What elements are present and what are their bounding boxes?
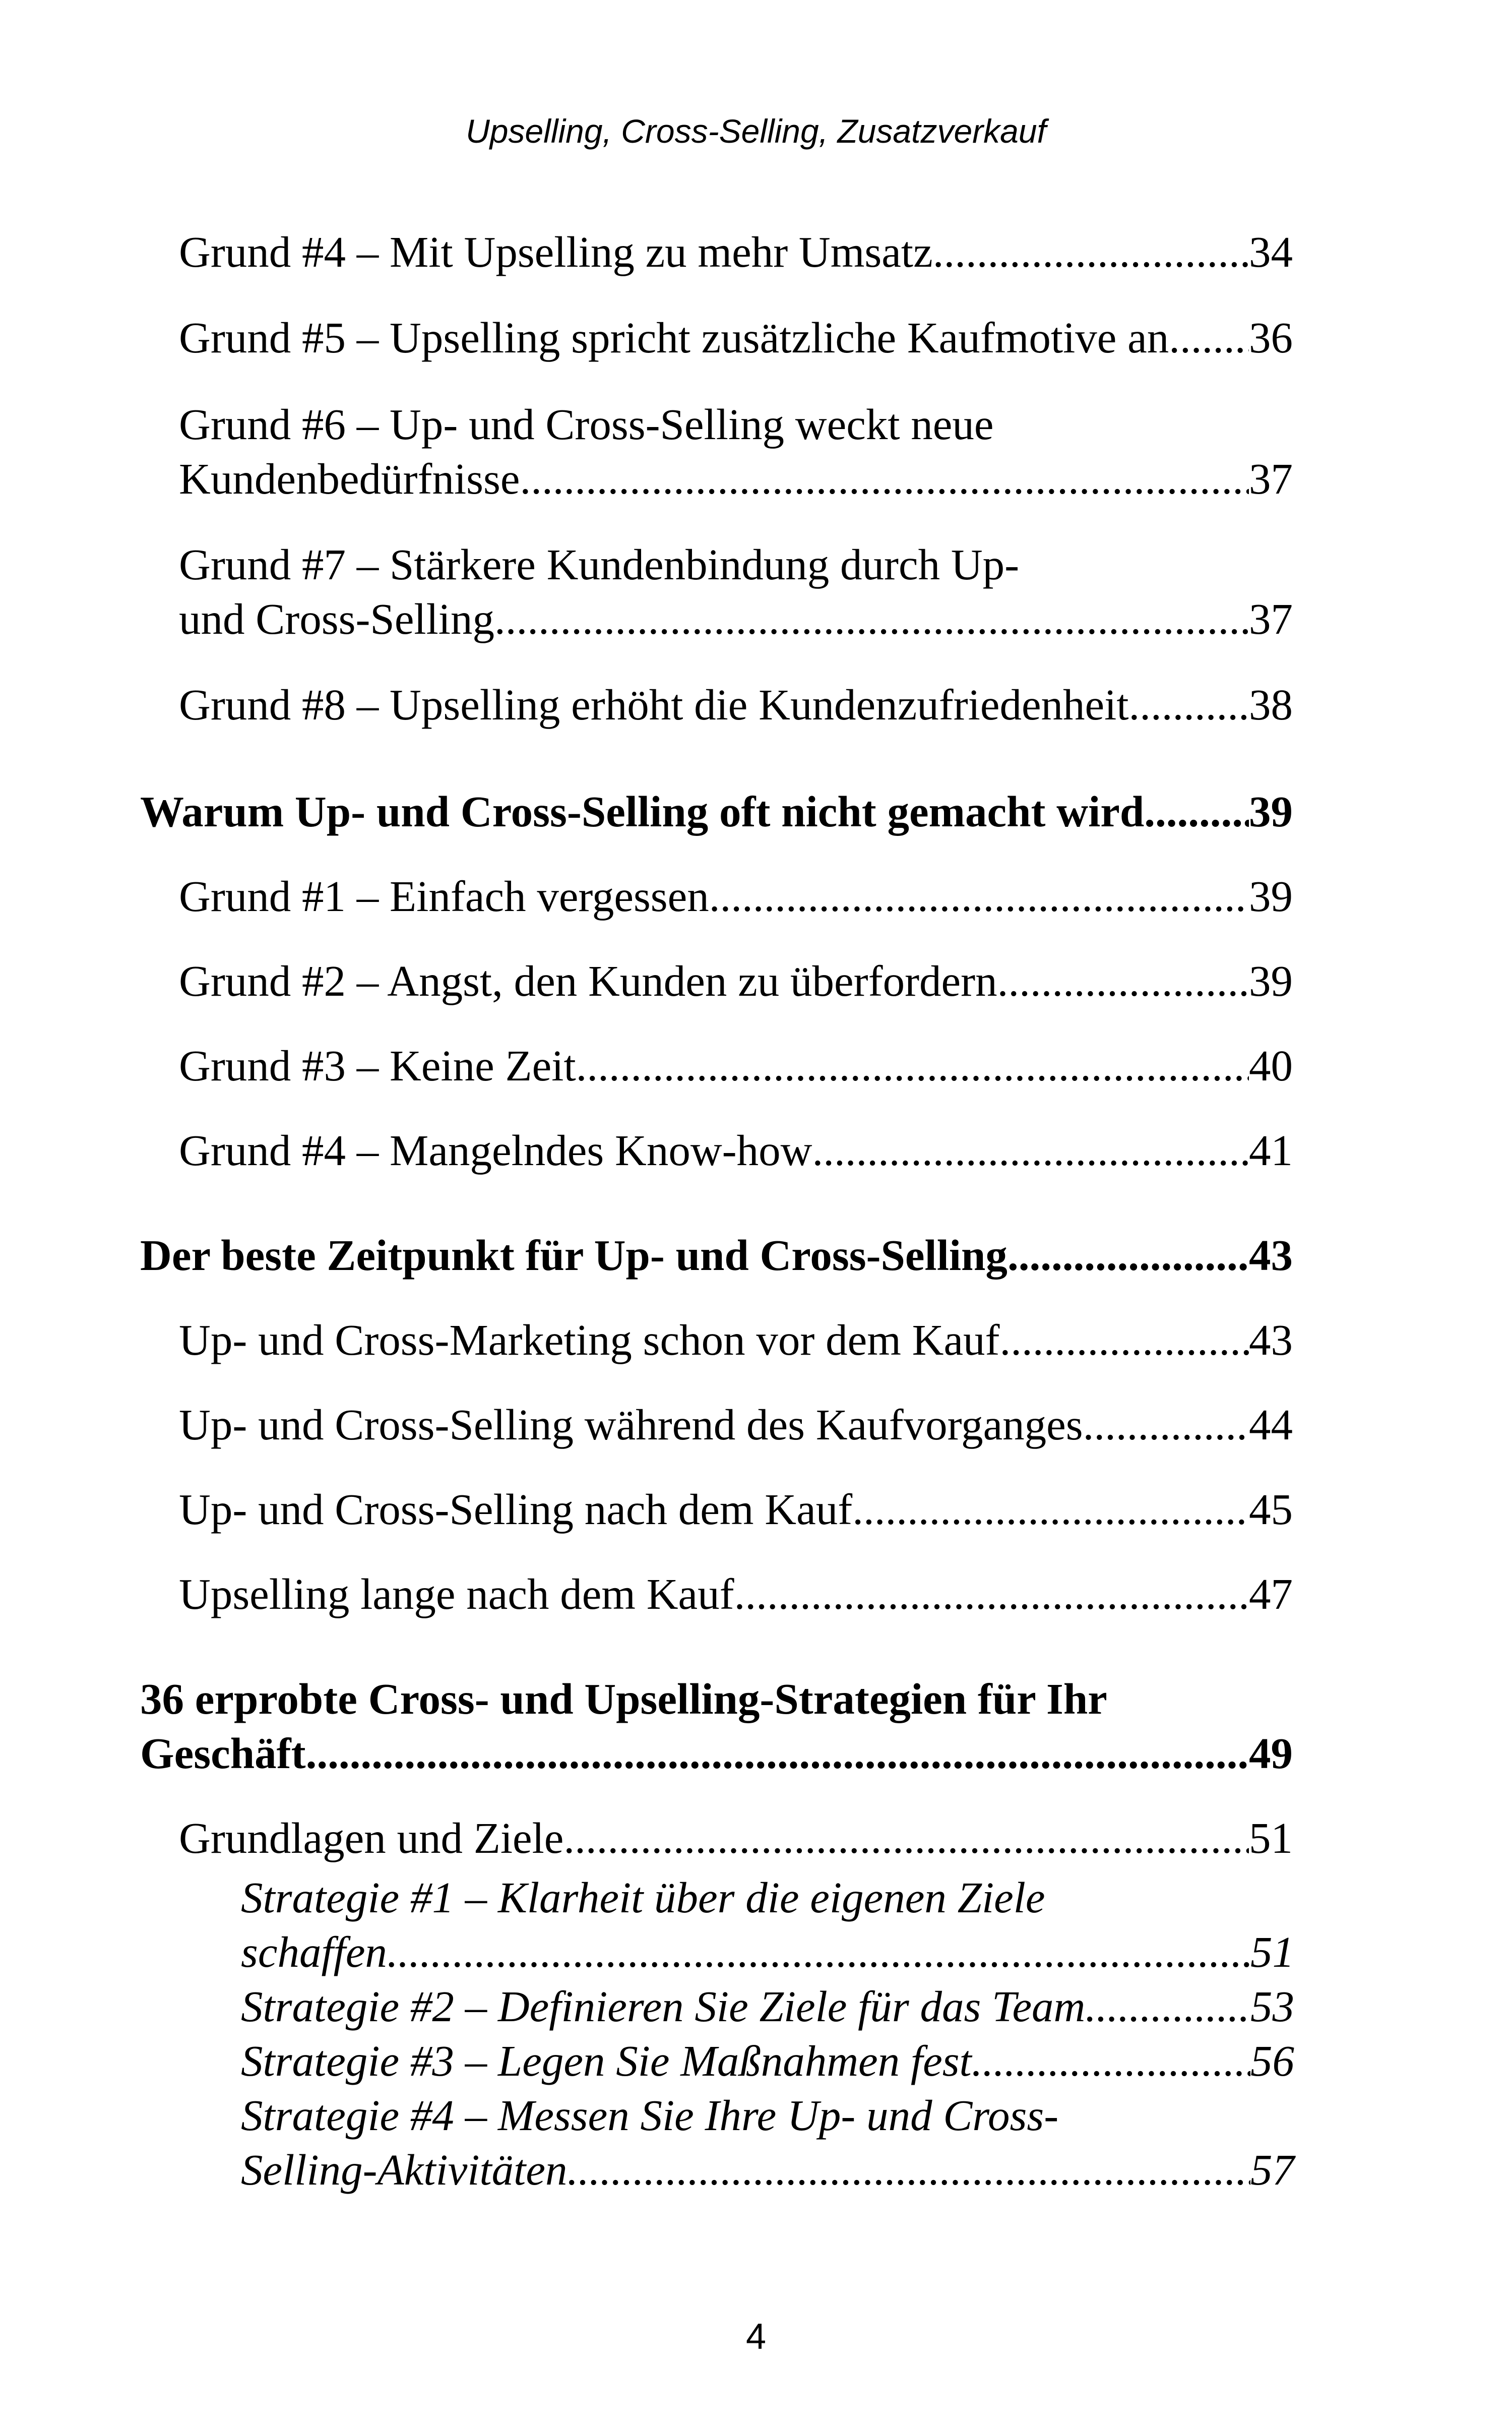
- toc-dot-leader: [1144, 784, 1249, 839]
- toc-entry-title: Grund #2 – Angst, den Kunden zu überfordern: [179, 956, 997, 1005]
- toc-entry[interactable]: [179, 1398, 1293, 1452]
- toc-dot-leader: [1007, 1228, 1249, 1283]
- toc-entry-title-line: Grund #7 – Stärkere Kundenbindung durch Up-: [179, 540, 1020, 589]
- toc-page-number: 51: [1250, 1927, 1294, 1976]
- toc-chapter-title: Der beste Zeitpunkt für Up- und Cross-Selling: [140, 1231, 1007, 1280]
- toc-dot-leader: [306, 1726, 1249, 1781]
- toc-page-number: 57: [1250, 2145, 1294, 2194]
- toc-dot-leader: [812, 1123, 1249, 1178]
- toc-chapter-entry[interactable]: [140, 1672, 1293, 1781]
- toc-dot-leader: [1169, 311, 1249, 365]
- toc-dot-leader: [567, 2143, 1250, 2197]
- toc-page-number: 56: [1250, 2036, 1294, 2085]
- toc-subentry[interactable]: [241, 1870, 1294, 1979]
- toc-page-number: 43: [1249, 1231, 1293, 1280]
- toc-entry-title: Upselling lange nach dem Kauf: [179, 1569, 734, 1618]
- toc-entry[interactable]: [179, 311, 1293, 365]
- toc-page-number: 41: [1249, 1126, 1293, 1175]
- toc-page-number: 43: [1249, 1315, 1293, 1364]
- toc-chapter-entry[interactable]: [140, 784, 1293, 839]
- toc-entry[interactable]: [179, 225, 1293, 279]
- running-header: Upselling, Cross-Selling, Zusatzverkauf: [466, 112, 1046, 150]
- toc-entry-title: Grund #4 – Mit Upselling zu mehr Umsatz: [179, 227, 933, 276]
- toc-subentry-title: Strategie #3 – Legen Sie Maßnahmen fest: [241, 2036, 972, 2085]
- toc-page-number: 39: [1249, 787, 1293, 836]
- toc-entry-title-line: Grund #6 – Up- und Cross-Selling weckt neue: [179, 400, 994, 449]
- toc-dot-leader: [997, 954, 1249, 1008]
- toc-entry-title: Grund #1 – Einfach vergessen: [179, 872, 709, 921]
- toc-page-number: 45: [1249, 1485, 1293, 1534]
- toc-entry-title: Grund #3 – Keine Zeit: [179, 1041, 576, 1090]
- toc-entry[interactable]: [179, 678, 1293, 732]
- toc-entry-title: Kundenbedürfnisse: [179, 454, 520, 503]
- toc-dot-leader: [1000, 1313, 1249, 1367]
- toc-entry[interactable]: [179, 1811, 1293, 1865]
- toc-subentry-title: Strategie #2 – Definieren Sie Ziele für das Team: [241, 1982, 1086, 2031]
- toc-entry-title: Up- und Cross-Selling nach dem Kauf: [179, 1485, 853, 1534]
- toc-dot-leader: [1083, 1398, 1249, 1452]
- toc-subentry-title: Selling-Aktivitäten: [241, 2145, 568, 2194]
- toc-dot-leader: [387, 1925, 1250, 1979]
- page-number: 4: [745, 2317, 767, 2357]
- toc-entry-title: Up- und Cross-Marketing schon vor dem Kauf: [179, 1315, 1000, 1364]
- toc-page-number: 47: [1249, 1569, 1293, 1618]
- toc-page-number: 39: [1249, 872, 1293, 921]
- toc-page-number: 36: [1249, 313, 1293, 362]
- toc-dot-leader: [563, 1811, 1249, 1865]
- toc-dot-leader: [576, 1039, 1249, 1093]
- toc-entry[interactable]: [179, 1123, 1293, 1178]
- toc-dot-leader: [972, 2034, 1250, 2088]
- toc-chapter-entry[interactable]: [140, 1228, 1293, 1283]
- toc-entry[interactable]: [179, 1567, 1293, 1621]
- toc-page-number: 37: [1249, 594, 1293, 643]
- toc-dot-leader: [1129, 678, 1249, 732]
- toc-dot-leader: [494, 592, 1249, 646]
- toc-entry[interactable]: [179, 397, 1293, 506]
- toc-chapter-title-line: 36 erprobte Cross- und Upselling-Strategien für Ihr: [140, 1674, 1107, 1723]
- toc-dot-leader: [734, 1567, 1249, 1621]
- toc-dot-leader: [933, 225, 1249, 279]
- toc-entry[interactable]: [179, 537, 1293, 646]
- toc-subentry[interactable]: [241, 2088, 1294, 2197]
- toc-dot-leader: [709, 869, 1249, 924]
- toc-entry-title: Grund #4 – Mangelndes Know-how: [179, 1126, 812, 1175]
- toc-subentry-title: schaffen: [241, 1927, 387, 1976]
- toc-page-number: 51: [1249, 1813, 1293, 1862]
- toc-entry-title: Grund #8 – Upselling erhöht die Kundenzufriedenheit: [179, 680, 1129, 729]
- toc-page-number: 40: [1249, 1041, 1293, 1090]
- toc-subentry[interactable]: [241, 1979, 1294, 2034]
- toc-entry-title: und Cross-Selling: [179, 594, 494, 643]
- toc-subentry-title-line: Strategie #1 – Klarheit über die eigenen Ziele: [241, 1873, 1045, 1922]
- toc-chapter-title: Warum Up- und Cross-Selling oft nicht gemacht wird: [140, 787, 1145, 836]
- toc-entry-title: Up- und Cross-Selling während des Kaufvorganges: [179, 1400, 1083, 1449]
- toc-page-number: 53: [1250, 1982, 1294, 2031]
- toc-page-number: 38: [1249, 680, 1293, 729]
- toc-dot-leader: [1085, 1979, 1250, 2034]
- toc-entry-title: Grundlagen und Ziele: [179, 1813, 564, 1862]
- toc-subentry-title-line: Strategie #4 – Messen Sie Ihre Up- und Cross-: [241, 2091, 1059, 2140]
- toc-subentry[interactable]: [241, 2034, 1294, 2088]
- toc-entry[interactable]: [179, 1039, 1293, 1093]
- toc-entry-title: Grund #5 – Upselling spricht zusätzliche Kaufmotive an: [179, 313, 1169, 362]
- toc-page-number: 37: [1249, 454, 1293, 503]
- toc-page-number: 49: [1249, 1729, 1293, 1778]
- toc-page-number: 34: [1249, 227, 1293, 276]
- toc-page-number: 44: [1249, 1400, 1293, 1449]
- toc-entry[interactable]: [179, 869, 1293, 924]
- toc-page-number: 39: [1249, 956, 1293, 1005]
- toc-dot-leader: [852, 1482, 1249, 1537]
- toc-entry[interactable]: [179, 1313, 1293, 1367]
- toc-chapter-title: Geschäft: [140, 1729, 306, 1778]
- toc-dot-leader: [520, 452, 1249, 506]
- toc-entry[interactable]: [179, 1482, 1293, 1537]
- toc-entry[interactable]: [179, 954, 1293, 1008]
